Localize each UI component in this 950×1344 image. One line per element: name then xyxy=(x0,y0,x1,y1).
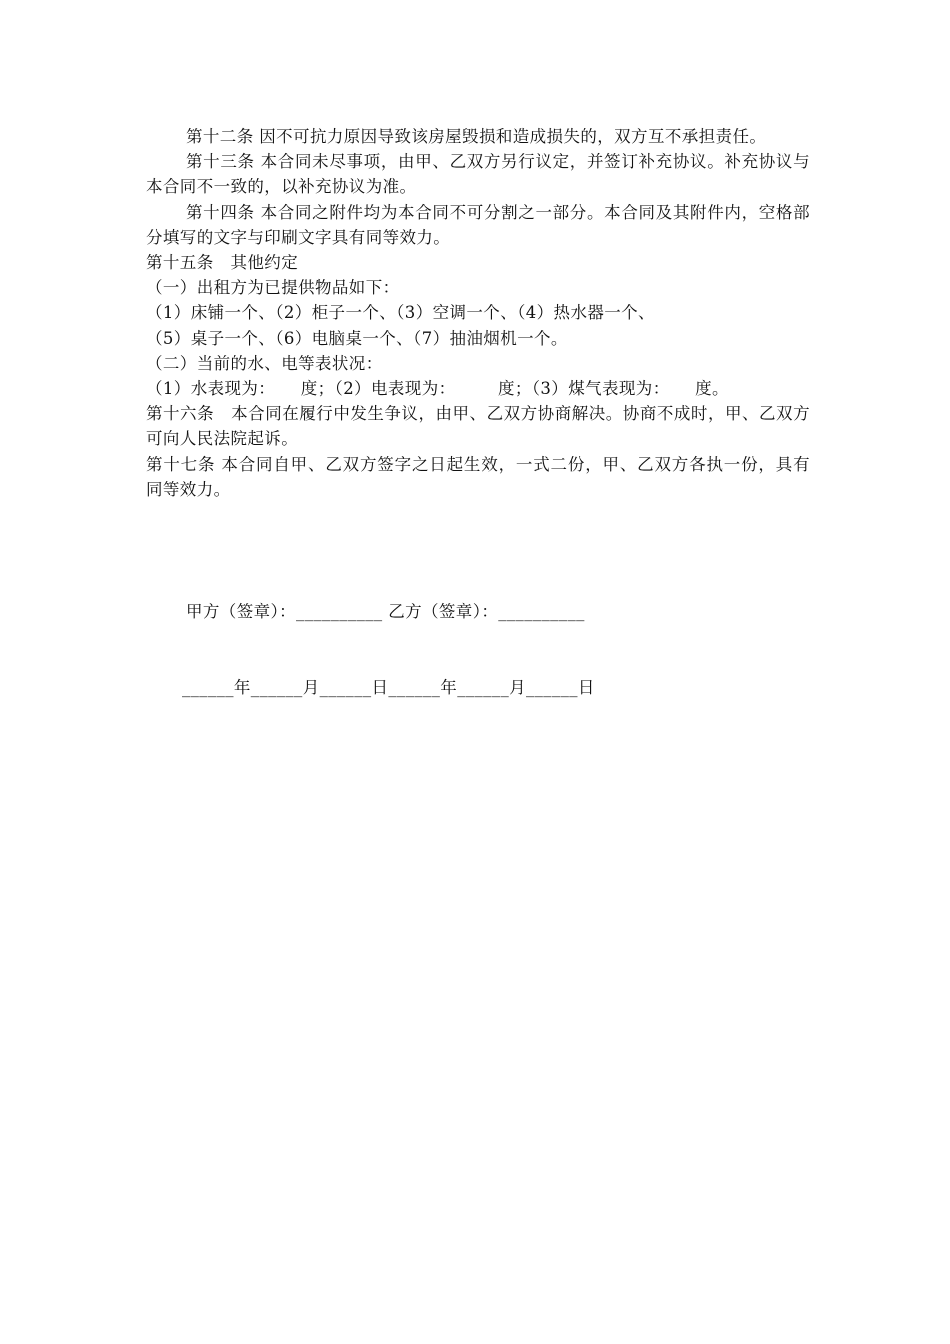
article-15-item2-meters: （1）水表现为： 度；（2）电表现为： 度；（3）煤气表现为： 度。 xyxy=(146,379,729,399)
contract-body xyxy=(146,124,810,502)
article-15-title: 第十五条 其他约定 xyxy=(146,253,299,273)
article-15-item1-line2: （5）桌子一个、（6）电脑桌一个、（7）抽油烟机一个。 xyxy=(146,328,568,348)
article-17: 第十七条 本合同自甲、乙双方签字之日起生效，一式二份，甲、乙双方各执一份，具有同等效力。 xyxy=(146,454,810,499)
article-12: 第十二条 因不可抗力原因导致该房屋毁损和造成损失的，双方互不承担责任。 xyxy=(186,127,767,146)
article-15-item1-line1: （1）床铺一个、（2）柜子一个、（3）空调一个、（4）热水器一个、 xyxy=(146,303,655,323)
article-15-item2-title: （二）当前的水、电等表状况： xyxy=(146,353,383,373)
article-13: 第十三条 本合同未尽事项，由甲、乙双方另行议定，并签订补充协议。补充协议与本合同不一致的，以补充协议为准。 xyxy=(146,152,810,197)
article-15-item1-title: （一）出租方为已提供物品如下： xyxy=(146,278,400,298)
signature-line: 甲方（签章）：__________ 乙方（签章）：__________ xyxy=(186,602,585,621)
article-16: 第十六条 本合同在履行中发生争议，由甲、乙双方协商解决。协商不成时，甲、乙双方可向人民法院起诉。 xyxy=(146,404,810,449)
date-line: ______年______月______日______年______月______日 xyxy=(182,678,595,697)
article-14: 第十四条 本合同之附件均为本合同不可分割之一部分。本合同及其附件内，空格部分填写的文字与印刷文字具有同等效力。 xyxy=(146,202,810,247)
